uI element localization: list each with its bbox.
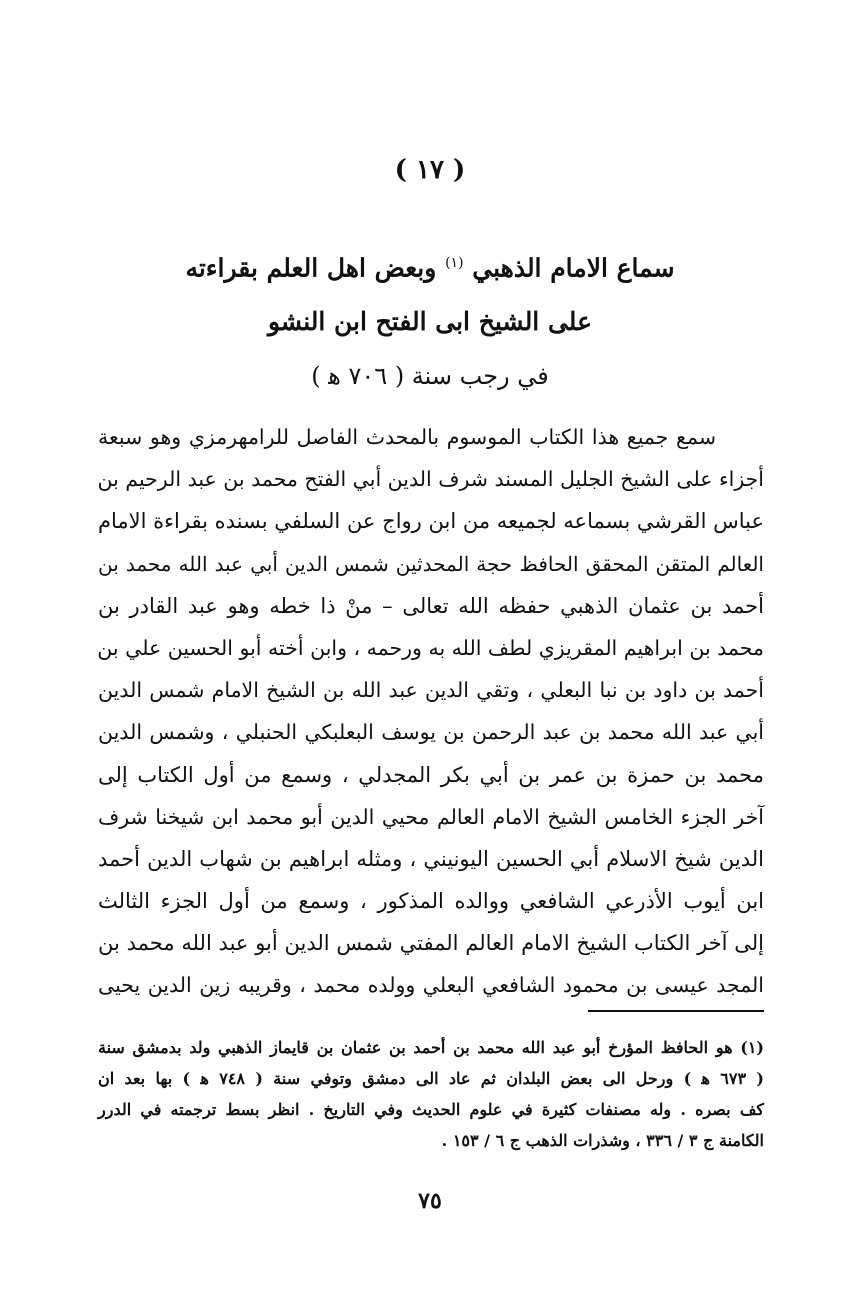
footnotes — [98, 1032, 764, 1156]
body-line: أبي عبد الله محمد بن عبد الرحمن بن يوسف البعلبكي الحنبلي ، وشمس الدين — [98, 720, 764, 745]
section-number: ( ١٧ ) — [394, 155, 466, 185]
body-line: أجزاء على الشيخ الجليل المسند شرف الدين أبي الفتح محمد بن عبد الرحيم بن — [97, 467, 764, 492]
footnote-line: ( ٦٧٣ ﻫ ) ورحل الى بعض البلدان ثم عاد الى دمشق وتوفي سنة ( ٧٤٨ ﻫ ) بها بعد ان — [98, 1069, 764, 1088]
body-line: محمد بن ابراهيم المقريزي لطف الله به ورحمه ، وابن أخته أبو الحسين علي بن — [97, 635, 764, 660]
footnote-line: الكامنة ج ٣ / ٣٣٦ ، وشذرات الذهب ج ٦ / ١٥٣ . — [441, 1131, 764, 1150]
page-number: ٧٥ — [418, 1188, 442, 1214]
body-line: إلى آخر الكتاب الشيخ الامام العالم المفتي شمس الدين أبو عبد الله محمد بن — [98, 931, 764, 956]
footnote-line: كف بصره . وله مصنفات كثيرة في علوم الحديث وفي التاريخ . انظر بسط ترجمته في الدرر — [98, 1100, 764, 1119]
body-line: سمع جميع هذا الكتاب الموسوم بالمحدث الفاصل للرامهرمزي وهو سبعة — [98, 425, 716, 449]
body-line: ابن أيوب الأذرعي الشافعي ووالده المذكور ، وسمع من أول الجزء الثالث — [98, 889, 764, 914]
footnote-reference: (١) — [445, 255, 464, 271]
body-line: عباس القرشي بسماعه لجميعه من ابن رواج عن السلفي بسنده بقراءة الامام — [98, 509, 764, 534]
footnote-divider — [588, 1010, 764, 1012]
body-line: الدين شيخ الاسلام أبي الحسين اليونيني ، ومثله ابراهيم بن شهاب الدين أحمد — [98, 846, 764, 871]
body-line: المجد عيسى بن محمود الشافعي البعلي وولده محمد ، وقريبه زين الدين يحيى — [98, 973, 764, 998]
title-line-1 — [150, 236, 710, 295]
body-line: محمد بن حمزة بن عمر بن أبي بكر المجدلي ، وسمع من أول الكتاب إلى — [98, 762, 764, 787]
footnote-line: (١) هو الحافظ المؤرخ أبو عبد الله محمد بن أحمد بن عثمان بن قايماز الذهبي ولد بدمشق سنة — [98, 1038, 764, 1057]
title-line-1-end: وبعض اهل العلم بقراءته — [185, 253, 437, 283]
title-date-line: في رجب سنة ( ٧٠٦ ﻫ ) — [311, 362, 549, 391]
body-line: العالم المتقن المحقق الحافظ حجة المحدثين شمس الدين أبي عبد الله محمد بن — [98, 551, 764, 576]
body-line: آخر الجزء الخامس الشيخ الامام العالم محيي الدين أبو محمد ابن شيخنا شرف — [98, 804, 764, 829]
title-line-2: على الشيخ ابى الفتح ابن النشو — [268, 307, 592, 337]
body-line: أحمد بن داود بن نبا البعلي ، وتقي الدين عبد الله بن الشيخ الامام شمس الدين — [98, 678, 764, 703]
title-line-1-start: سماع الامام الذهبي — [472, 253, 675, 283]
body-text — [98, 416, 764, 1007]
title-block — [150, 236, 710, 403]
body-line: أحمد بن عثمان الذهبي حفظه الله تعالى – منْ ذا خطه وهو عبد القادر بن — [98, 593, 764, 618]
